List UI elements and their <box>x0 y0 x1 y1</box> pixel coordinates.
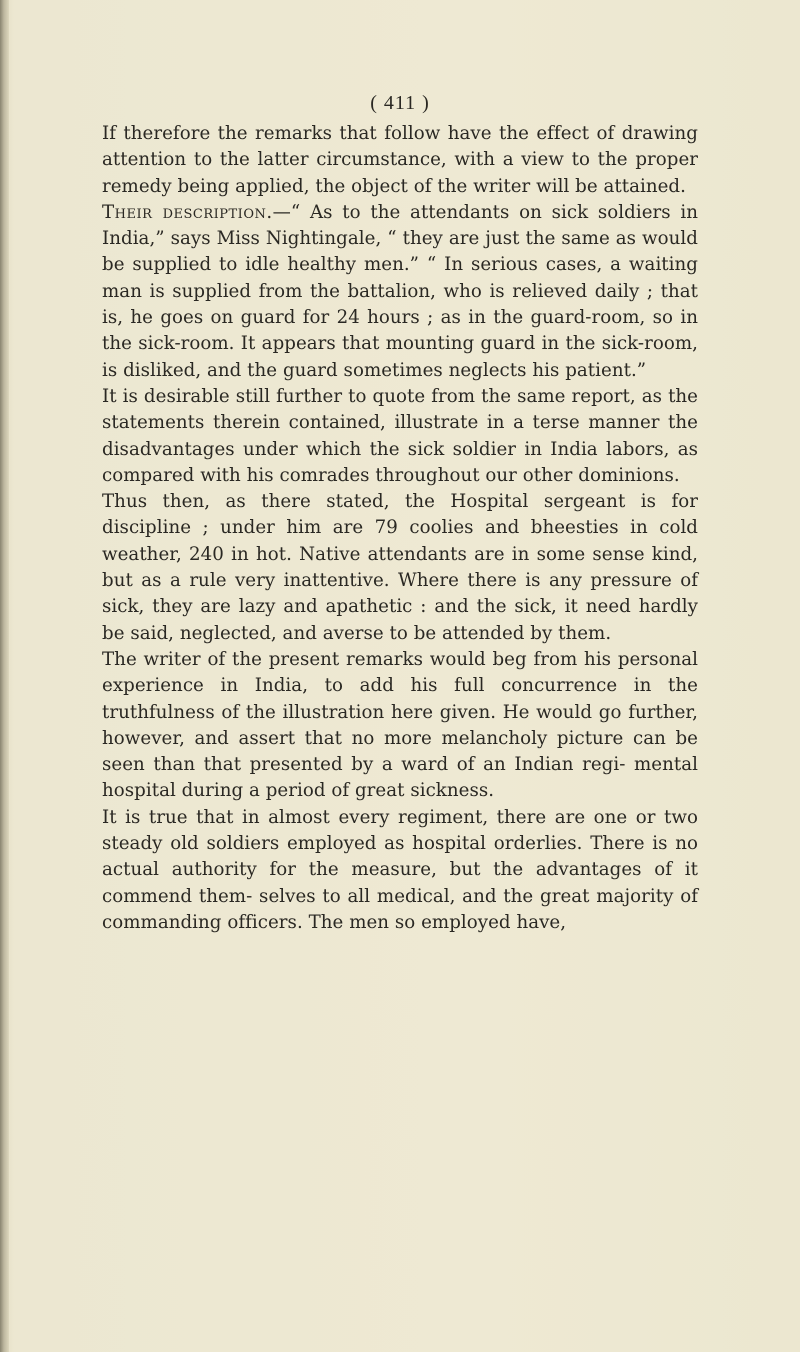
paragraph-3: It is desirable still further to quote from the same report, as the statements therein contained, illustrate in a terse manner the disadvantages under which the sick soldier in India labors, as compared with his comrades throughout our other dominions. <box>102 385 698 486</box>
paragraph-4: Thus then, as there stated, the Hospital sergeant is for discipline ; under him are 79 coolies and bheesties in cold weather, 240 in hot. Native attendants are in some sense kind, but as a rule very inattentive. Where there is any pressure of sick, they are lazy and apathetic : and the sick, it need hardly be said, neglected, and averse to be attended by them. <box>102 491 698 644</box>
paragraph-6: It is true that in almost every regiment, there are one or two steady old soldiers employed as hospital orderlies. There is no actual authority for the measure, but the advantages of it commend them- selves to all medical, and the great majority of commanding officers. The men so employed have, <box>102 806 698 933</box>
paragraph-1: If therefore the remarks that follow have the effect of drawing attention to the latter circumstance, with a view to the proper remedy being applied, the object of the writer will be attained. <box>102 123 698 197</box>
binding-gutter <box>0 0 9 1352</box>
section-heading: Their description. <box>102 201 273 223</box>
paragraph-5: The writer of the present remarks would beg from his personal experience in India, to add his full concurrence in the truthfulness of the illustration here given. He would go further, however, and assert that no more melancholy picture can be seen than that presented by a ward of an Indian regi- mental hospital during a period of great sickness. <box>102 648 698 802</box>
body-text <box>102 121 698 936</box>
paragraph-2-text: —“ As to the attendants on sick soldiers in India,” says Miss Nightingale, “ they are just the same as would be supplied to idle healthy men.” “ In serious cases, a waiting man is supplied from the battalion, who is relieved daily ; that is, he goes on guard for 24 hours ; as in the guard-room, so in the sick-room. It appears that mounting guard in the sick-room, is disliked, and the guard sometimes neglects his patient.” <box>102 201 699 381</box>
page-number: ( 411 ) <box>370 92 430 114</box>
paragraph-2 <box>102 200 698 384</box>
